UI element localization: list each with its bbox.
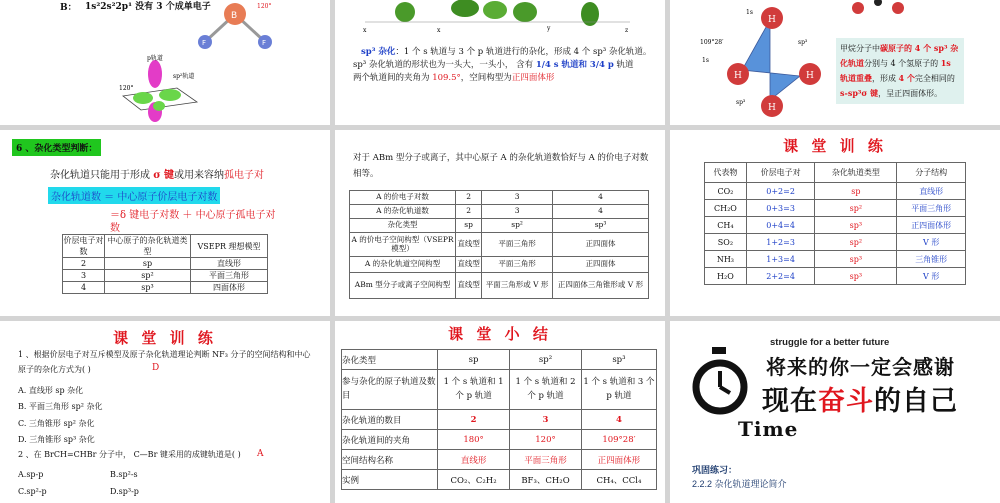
table-header: sp	[438, 350, 510, 370]
table-header: 价层电子对数	[63, 236, 104, 256]
table-header: VSEPR 理想模型	[191, 235, 268, 258]
sp3-geometry-text: ，空间构型为	[460, 73, 512, 84]
table-header: 代表物	[705, 163, 747, 183]
table-row	[350, 219, 649, 233]
sp3-composition: 1/4 s 轨道和 3/4 p	[535, 60, 614, 71]
table-cell: NH₃	[705, 251, 747, 268]
sp2-lobe-2	[159, 89, 181, 101]
fragment-atom-1	[852, 2, 864, 14]
slide-thumbnail-7[interactable]	[0, 321, 330, 503]
table-cell: 直线形	[191, 258, 268, 270]
desc-f: 4 个	[898, 73, 915, 83]
table-cell: sp³	[553, 219, 649, 233]
hydrogen-label-bottom: H	[768, 103, 776, 113]
angle-top-label: 120°	[257, 3, 272, 10]
practice-table	[704, 162, 966, 285]
table-row	[342, 430, 657, 450]
sp3-term: sp³ 杂化	[361, 47, 396, 57]
table-cell: 3	[482, 191, 553, 205]
option-b: B.sp²-s	[110, 470, 138, 479]
option-c: C. 三角锥形 sp² 杂化	[18, 418, 95, 428]
abm-table	[349, 190, 649, 299]
motto-part-a: 现在	[762, 386, 818, 416]
formula-2b: 中心原子孤电子对数	[110, 210, 276, 234]
sp3-lobe-e	[581, 2, 599, 26]
table-header: 价层电子对	[746, 163, 815, 183]
homework-label: 巩固练习：	[692, 465, 738, 475]
table-cell: 正四面体	[553, 257, 649, 273]
question-2-answer: A	[257, 449, 264, 459]
question-2	[18, 449, 318, 460]
sp3-angle-text: 两个轨道间的夹角为	[353, 73, 433, 84]
angle-label: 109°28′	[700, 39, 724, 46]
table-cell: 直线型	[456, 257, 482, 273]
molecule-fragment	[848, 0, 908, 18]
table-cell: V 形	[897, 234, 966, 251]
desc-a: 甲烷分子中	[840, 44, 880, 53]
hydrogen-label-left: H	[734, 71, 742, 81]
desc-c: 分别与 4 个氢原子的	[864, 59, 941, 68]
table-cell: sp²	[482, 219, 553, 233]
table-header: sp³	[581, 350, 656, 370]
rule-text-d: 孤电子对	[224, 170, 265, 181]
table-row	[705, 234, 966, 251]
option-b: B. 平面三角形 sp² 杂化	[18, 402, 103, 412]
table-row	[350, 233, 649, 257]
table-cell: sp³	[105, 282, 191, 294]
hybrid-type-table	[62, 234, 268, 294]
option-d: D.sp³-p	[110, 486, 139, 496]
table-row	[705, 268, 966, 285]
table-cell: 0+4=4	[746, 217, 815, 234]
table-cell: 1 个 s 轨道和 1 个 p 轨道	[438, 370, 510, 410]
p-orbital-label: p轨道	[147, 55, 163, 62]
sp3-lobe-d	[513, 2, 537, 22]
table-cell: A 的杂化轨道空间构型	[350, 257, 456, 273]
table-cell: 1+3=4	[746, 251, 815, 268]
sp3-orbital-diagram	[355, 0, 645, 40]
table-header-row	[705, 163, 966, 183]
table-cell: 4	[553, 205, 649, 219]
table-cell: A 的价电子空间构型（VSEPR 模型）	[350, 233, 456, 257]
table-cell: CH₂O	[705, 200, 747, 217]
table-cell: 120°	[510, 430, 582, 450]
table-cell: sp²	[105, 270, 191, 282]
table-row	[350, 273, 649, 299]
table-cell: ABm 型分子或离子空间构型	[350, 273, 456, 299]
label-b: B：	[60, 3, 77, 13]
motto-line-2	[762, 379, 958, 418]
table-cell: 4	[63, 282, 105, 294]
table-cell: 3	[63, 270, 105, 282]
table-cell: 空间结构名称	[342, 450, 438, 470]
table-cell: CO₂、C₂H₂	[438, 470, 510, 490]
table-cell: BF₃、CH₂O	[510, 470, 582, 490]
table-cell: CO₂	[705, 183, 747, 200]
table-cell: 平面三角形	[510, 450, 582, 470]
table-cell: A 的杂化轨道数	[350, 205, 456, 219]
formula-1: 杂化轨道数 ＝ 中心原子价层电子对数	[48, 187, 220, 204]
slide-title: 课 堂 训 练	[113, 329, 217, 347]
angle-bottom-label: 120°	[119, 85, 134, 92]
table-cell: 平面三角形	[191, 270, 268, 282]
table-cell: 3	[510, 410, 582, 430]
sp3-description	[353, 46, 658, 86]
table-row	[342, 370, 657, 410]
option-d: D. 三角锥形 sp³ 杂化	[18, 435, 95, 445]
table-cell: 直线型	[456, 233, 482, 257]
table-cell: sp³	[815, 251, 897, 268]
slide-title: 课 堂 小 结	[448, 325, 552, 343]
stopwatch-icon	[690, 345, 752, 417]
table-header: sp²	[510, 350, 582, 370]
table-cell: 2	[456, 191, 482, 205]
table-cell: 2	[438, 410, 510, 430]
sp3-shape-end: 轨道	[613, 60, 634, 71]
axis-x-label-2: x	[437, 27, 441, 34]
table-cell: 直线型	[456, 273, 482, 299]
table-cell: A 的价电子对数	[350, 191, 456, 205]
table-cell: 平面三角形	[482, 233, 553, 257]
table-cell: 0+3=3	[746, 200, 815, 217]
table-cell: 直线形	[438, 450, 510, 470]
sp3-label: sp³	[798, 39, 808, 46]
sp3-lobe-b	[451, 0, 479, 17]
abm-intro: 对于 ABm 型分子或离子，其中心原子 A 的杂化轨道数恰好与 A 的价电子对数相等。	[353, 153, 649, 180]
table-row	[63, 270, 268, 282]
table-cell: V 形	[897, 268, 966, 285]
table-header: 中心原子的杂化轨道类型	[105, 235, 191, 258]
question-1-text: 1 、根据价层电子对互斥模型及原子杂化轨道理论判断 NF₃ 分子的空间结构和中心原子的杂化方式为( )	[18, 350, 311, 375]
table-row	[705, 251, 966, 268]
table-cell: 1+2=3	[746, 234, 815, 251]
fragment-atom-2	[874, 0, 882, 6]
table-row	[342, 410, 657, 430]
sp2-lobe-1	[133, 92, 153, 104]
formula-2a: ＝δ 键电子对数 ＋	[110, 210, 196, 221]
question-1	[18, 347, 318, 377]
table-row	[705, 217, 966, 234]
question-2-options	[18, 467, 298, 501]
sp3-definition: ：1 个 s 轨道与 3 个 p 轨道进行的杂化，形成 4 个 sp³ 杂化轨道。	[395, 47, 652, 57]
axis-z-label: z	[625, 27, 629, 34]
table-cell: 平面三角形或 V 形	[482, 273, 553, 299]
table-row	[342, 470, 657, 490]
table-header: 杂化类型	[342, 350, 438, 370]
table-cell: 正四面体形	[581, 450, 656, 470]
table-cell: 1 个 s 轨道和 2 个 p 轨道	[510, 370, 582, 410]
motto-part-c: 的自己	[874, 386, 958, 416]
table-cell: 平面三角形	[482, 257, 553, 273]
table-row	[350, 257, 649, 273]
slide-thumbnail-4[interactable]	[0, 130, 330, 316]
sp3-label-2: sp³	[736, 99, 746, 106]
time-word: Time	[738, 417, 799, 441]
table-cell: 实例	[342, 470, 438, 490]
sp2-orbital-diagram	[115, 52, 205, 122]
axis-x-label-1: x	[363, 27, 367, 34]
desc-i: ，呈正四面体形。	[878, 89, 943, 98]
carbon-label: C	[770, 59, 777, 69]
electron-config-b: 1s²2s²2p¹ 没有 3 个成单电子	[85, 2, 211, 12]
sp2-lobe-3	[153, 101, 165, 111]
rule-line	[50, 166, 264, 181]
table-cell: 2	[63, 258, 105, 270]
fragment-atom-3	[892, 2, 904, 14]
rule-text-c: 或用来容纳	[174, 170, 225, 181]
table-cell: 109°28′	[581, 430, 656, 450]
tagline: struggle for a better future	[770, 337, 890, 348]
hydrogen-label-right: H	[806, 71, 814, 81]
table-row	[63, 282, 268, 294]
table-row	[350, 205, 649, 219]
table-cell: 平面三角形	[897, 200, 966, 217]
summary-table	[341, 349, 657, 490]
table-row	[705, 183, 966, 200]
slide-thumbnail-1[interactable]	[0, 0, 330, 125]
table-cell: 4	[553, 191, 649, 205]
table-cell: 1 个 s 轨道和 3 个 p 轨道	[581, 370, 656, 410]
motto-line-1: 将来的你一定会感谢	[766, 357, 955, 379]
table-row	[63, 258, 268, 270]
table-cell: sp	[815, 183, 897, 200]
slide-thumbnail-5[interactable]	[335, 130, 665, 316]
table-cell: 直线形	[897, 183, 966, 200]
desc-d: 1s 轨道重叠	[840, 58, 951, 83]
table-cell: 3	[482, 205, 553, 219]
slide-thumbnail-8[interactable]	[335, 321, 665, 503]
table-cell: sp	[105, 258, 191, 270]
table-cell: sp³	[815, 217, 897, 234]
sp2-label: sp²轨道	[173, 73, 195, 80]
rule-text-b: σ 键	[153, 170, 175, 181]
desc-g: 完全相同的	[914, 74, 955, 83]
slide-thumbnail-9[interactable]	[670, 321, 1000, 503]
table-cell: CH₄、CCl₄	[581, 470, 656, 490]
sp3-lobe-c	[483, 1, 507, 19]
table-header: 杂化轨道类型	[815, 163, 897, 183]
question-2-text: 2 、在 BrCH=CHBr 分子中， C—Br 键采用的成键轨道是( )	[18, 450, 241, 459]
formula-2	[110, 209, 280, 235]
table-cell: 0+2=2	[746, 183, 815, 200]
sp3-lobe-a	[395, 2, 415, 22]
table-cell: sp³	[815, 268, 897, 285]
atom-f-right-label: F	[262, 39, 267, 47]
slide-title: 课 堂 训 练	[783, 137, 887, 155]
table-cell: 参与杂化的原子轨道及数目	[342, 370, 438, 410]
desc-h: s-sp³σ 键	[840, 88, 879, 98]
bf3-diagram	[185, 0, 285, 52]
slide-thumbnail-3[interactable]	[670, 0, 1000, 125]
table-cell: SO₂	[705, 234, 747, 251]
table-cell: 杂化轨道的数目	[342, 410, 438, 430]
sp3-angle-value: 109.5°	[432, 73, 461, 84]
question-1-answer: D	[152, 363, 160, 373]
table-cell: H₂O	[705, 268, 747, 285]
atom-f-left-label: F	[202, 39, 207, 47]
motto-part-b: 奋斗	[818, 386, 874, 416]
slide-thumbnail-2[interactable]	[335, 0, 665, 125]
table-cell: CH₄	[705, 217, 747, 234]
table-cell: sp²	[815, 200, 897, 217]
option-c: C.sp²-p	[18, 486, 47, 496]
methane-explanation	[836, 38, 964, 104]
table-cell: 杂化类型	[350, 219, 456, 233]
table-cell: 四面体形	[191, 282, 268, 294]
table-cell: 三角锥形	[897, 251, 966, 268]
table-cell: 杂化轨道间的夹角	[342, 430, 438, 450]
question-1-options	[18, 383, 102, 449]
orbital-1s-label: 1s	[746, 9, 753, 16]
table-cell: 正四面体三角锥形或 V 形	[553, 273, 649, 299]
table-row	[350, 191, 649, 205]
methane-model	[700, 0, 840, 122]
table-cell: sp	[456, 219, 482, 233]
atom-b-label: B	[231, 11, 238, 21]
slide-thumbnail-6[interactable]	[670, 130, 1000, 316]
table-row	[705, 200, 966, 217]
desc-e: ，形成	[872, 74, 899, 83]
axis-y-label: y	[547, 25, 551, 32]
table-cell: 正四面体	[553, 233, 649, 257]
option-a: A.sp-p	[18, 470, 44, 479]
desc-b: 碳原子的 4 个 sp³ 杂化轨道	[840, 43, 959, 68]
orbital-1s-label-2: 1s	[702, 57, 709, 64]
table-header: 分子结构	[897, 163, 966, 183]
section-badge: 6 、杂化类型判断：	[12, 139, 101, 156]
table-cell: 4	[581, 410, 656, 430]
p-orbital-top	[148, 60, 162, 88]
table-header-row	[342, 350, 657, 370]
table-cell: 180°	[438, 430, 510, 450]
rule-text-a: 杂化轨道只能用于形成	[50, 170, 154, 181]
hydrogen-label-top: H	[768, 15, 776, 25]
sp3-shape-text: sp³ 杂化轨道的形状也为一头大，一头小， 含有	[353, 60, 536, 71]
sp3-geometry-value: 正四面体形	[511, 73, 555, 84]
table-cell: 2	[456, 205, 482, 219]
table-row	[342, 450, 657, 470]
homework-item: 2.2.2 杂化轨道理论简介	[692, 479, 787, 489]
option-a: A. 直线形 sp 杂化	[18, 386, 84, 395]
table-header-row	[63, 235, 268, 258]
table-cell: sp²	[815, 234, 897, 251]
table-cell: 2+2=4	[746, 268, 815, 285]
table-cell: 正四面体形	[897, 217, 966, 234]
